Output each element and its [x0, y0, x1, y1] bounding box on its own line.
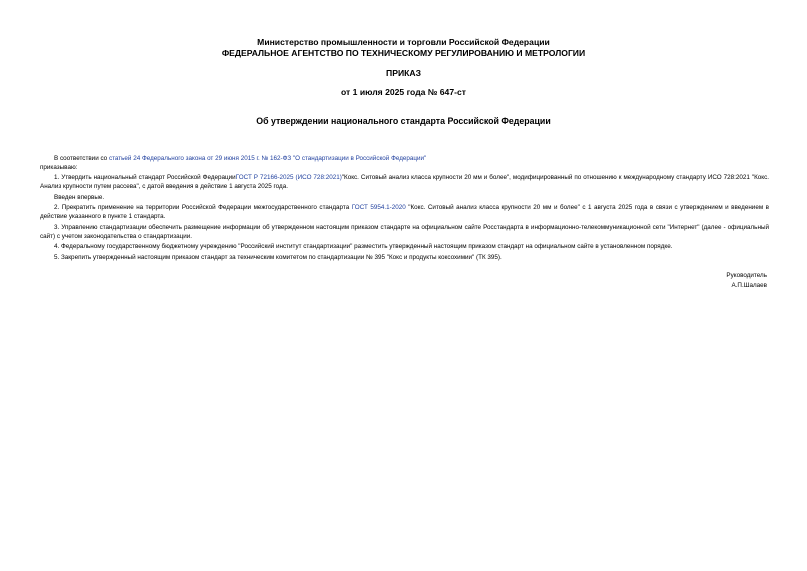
signature-block: [726, 271, 767, 291]
gost-r-72166-link[interactable]: ГОСТ Р 72166-2025 (ИСО 728:2021): [235, 174, 342, 182]
intro-paragraph: [40, 155, 769, 164]
ministry-name: Министерство промышленности и торговли Российской Федерации: [257, 37, 550, 47]
order-date: от 1 июля 2025 года № 647-ст: [341, 87, 466, 97]
order-body: [40, 155, 769, 263]
item-2-prefix: 2. Прекратить применение на территории Российской Федерации межгосударственного стандарта: [54, 204, 352, 212]
item-4-paragraph: 4. Федеральному государственному бюджетному учреждению "Российский институт стандартизации" разместить утвержденный настоящим приказом стандарт на официальном сайте в установленном порядке.: [54, 243, 673, 251]
item-1-suffix: "Кокс. Ситовый анализ класса крупности 20 мм и более", модифицированный по отношению к международному стандарту ИСО 728:2021 "Кокс. Анализ крупности путем рассева", с датой введения в действие 1 августа 2025 года.: [40, 174, 769, 191]
order-subject: Об утверждении национального стандарта Российской Федерации: [256, 116, 551, 126]
item-2-paragraph: [40, 204, 769, 222]
agency-name: ФЕДЕРАЛЬНОЕ АГЕНТСТВО ПО ТЕХНИЧЕСКОМУ РЕГУЛИРОВАНИЮ И МЕТРОЛОГИИ: [221, 48, 586, 58]
item-1-note: Введен впервые.: [54, 193, 105, 201]
order-title: ПРИКАЗ: [386, 68, 421, 78]
item-5-paragraph: 5. Закрепить утвержденный настоящим приказом стандарт за техническим комитетом по стандартизации № 395 "Кокс и продукты коксохимии" (ТК 395).: [54, 253, 502, 261]
gost-5954-link[interactable]: ГОСТ 5954.1-2020: [351, 204, 406, 212]
item-2-suffix: "Кокс. Ситовый анализ класса крупности 20 мм и более" с 1 августа 2025 года в связи с утверждением и введением в действие указанного в пункте 1 стандарта.: [40, 204, 770, 221]
signatory-role: Руководитель: [726, 272, 767, 279]
federal-law-link[interactable]: статьей 24 Федерального закона от 29 июня 2015 г. № 162-ФЗ "О стандартизации в Российской Федерации": [108, 155, 427, 162]
item-1-paragraph: [40, 174, 769, 192]
item-1-prefix: 1. Утвердить национальный стандарт Российской Федерации: [54, 174, 236, 182]
signatory-name: А.П.Шалаев: [731, 282, 767, 289]
intro-suffix: приказываю:: [40, 163, 78, 171]
item-3-paragraph: 3. Управлению стандартизации обеспечить размещение информации об утвержденном настоящим приказом стандарте на официальном сайте Росстандарта в информационно-телекоммуникационной сети "Интернет" (далее - официальный сайт) с учетом законодательства о стандартизации.: [40, 223, 769, 240]
intro-prefix: В соответствии со: [54, 155, 109, 162]
